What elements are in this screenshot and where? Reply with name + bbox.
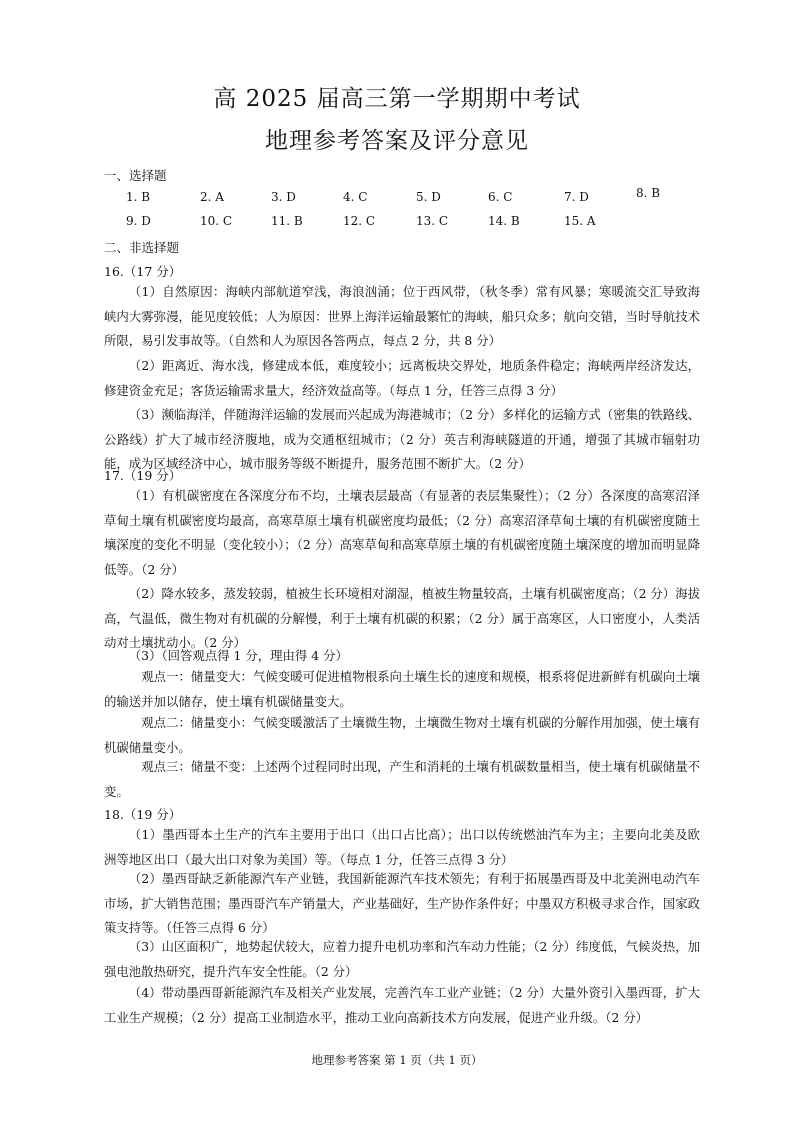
mc-answer: 5. D — [416, 190, 441, 204]
q17-heading: 17.（19 分） — [104, 468, 182, 483]
q17-viewpoint-1: 观点一：储量变大：气候变暖可促进植物根系向土壤生长的速度和规模，根系将促进新鲜有机碳向土壤的输送并加以储存，使土壤有机碳储量变大。 — [104, 669, 700, 709]
mc-answer: 13. C — [416, 214, 449, 228]
section-choice-label: 一、选择题 — [104, 168, 167, 183]
q16-answer-3: （3）濒临海洋，伴随海洋运输的发展而兴起成为海港城市；（2 分）多样化的运输方式（密集的铁路线、公路线）扩大了城市经济腹地，成为交通枢纽城市；（2 分）英吉利海峡隧道的开通，增强了其城市辐射功能，成为区域经济中心，城市服务等级不断提升，服务范围不断扩大。（2 分） — [104, 407, 700, 472]
mc-answer: 10. C — [200, 214, 233, 228]
exam-title: 高 2025 届高三第一学期期中考试 — [213, 86, 581, 112]
q17-answer-2: （2）降水较多，蒸发较弱，植被生长环境相对湖湿，植被生物量较高，土壤有机碳密度高；（2 分）海拔高，气温低，微生物对有机碳的分解慢，利于土壤有机碳的积累；（2 分）属于高寒区，人口密度小，人类活动对土壤扰动小。（2 分） — [104, 586, 700, 651]
q16-answer-1: （1）自然原因：海峡内部航道窄浅，海浪汹涌；位于西风带，（秋冬季）常有风暴；寒暖流交汇导致海峡内大雾弥漫，能见度较低；人为原因：世界上海洋运输最繁忙的海峡，船只众多；航向交错，当时导航技术所限，易引发事故等。（自然和人为原因各答两点，每点 2 分，共 8 分） — [104, 284, 700, 349]
q18-answer-4: （4）带动墨西哥新能源汽车及相关产业发展，完善汽车工业产业链；（2 分）大量外资引入墨西哥，扩大工业生产规模；（2 分）提高工业制造水平，推动工业向高新技术方向发展，促进产业升级。（2 分） — [104, 985, 700, 1025]
mc-answer: 2. A — [200, 190, 224, 204]
mc-answer: 4. C — [343, 190, 368, 204]
page-footer: 地理参考答案 第 1 页（共 1 页） — [311, 1053, 483, 1067]
mc-answer: 14. B — [488, 214, 520, 228]
q17-answer-1: （1）有机碳密度在各深度分布不均，土壤表层最高（有显著的表层集聚性）；（2 分）各深度的高寒沼泽草甸土壤有机碳密度均最高，高寒草原土壤有机碳密度均最低；（2 分）高寒沼泽草甸土壤的有机碳密度随土壤深度的变化不明显（变化较小）；（2 分）高寒草甸和高寒草原土壤的有机碳密度随土壤深度的增加而明显降低等。（2 分） — [104, 488, 700, 577]
mc-answer: 3. D — [271, 190, 296, 204]
q17-answer-3: （3）（回答观点得 1 分，理由得 4 分） — [128, 648, 348, 663]
mc-answer: 15. A — [564, 214, 596, 228]
section-open-label: 二、非选择题 — [104, 240, 180, 255]
q18-answer-2: （2）墨西哥缺乏新能源汽车产业链，我国新能源汽车技术领先；有利于拓展墨西哥及中北美洲电动汽车市场，扩大销售范围；墨西哥汽车产销量大，产业基础好，生产协作条件好；中墨双方积极寻求合作，国家政策支持等。（任答三点得 6 分） — [104, 871, 700, 936]
mc-answer: 6. C — [488, 190, 513, 204]
q16-answer-2: （2）距离近、海水浅，修建成本低，难度较小；远离板块交界处，地质条件稳定；海峡两岸经济发达，修建资金充足；客货运输需求量大，经济效益高等。（每点 1 分，任答三点得 3 分） — [104, 358, 700, 398]
q17-viewpoint-3: 观点三：储量不变：上述两个过程同时出现，产生和消耗的土壤有机碳数量相当，使土壤有机碳储量不变。 — [104, 759, 700, 799]
mc-answer: 11. B — [271, 214, 303, 228]
q18-answer-3: （3）山区面积广，地势起伏较大，应着力提升电机功率和汽车动力性能；（2 分）纬度低，气候炎热，加强电池散热研究，提升汽车安全性能。（2 分） — [104, 939, 700, 979]
mc-answer: 9. D — [126, 214, 151, 228]
mc-answer: 12. C — [343, 214, 376, 228]
mc-answer: 8. B — [636, 186, 661, 200]
q18-heading: 18.（19 分） — [104, 807, 182, 822]
mc-answer: 1. B — [126, 190, 151, 204]
q17-viewpoint-2: 观点二：储量变小：气候变暖激活了土壤微生物，土壤微生物对土壤有机碳的分解作用加强，使土壤有机碳储量变小。 — [104, 715, 700, 755]
q18-answer-1: （1）墨西哥本土生产的汽车主要用于出口（出口占比高）；出口以传统燃油汽车为主；主要向北美及欧洲等地区出口（最大出口对象为美国）等。（每点 1 分，任答三点得 3 分） — [104, 827, 700, 867]
exam-subtitle: 地理参考答案及评分意见 — [265, 128, 529, 154]
mc-answer: 7. D — [564, 190, 589, 204]
q16-heading: 16.（17 分） — [104, 264, 182, 279]
